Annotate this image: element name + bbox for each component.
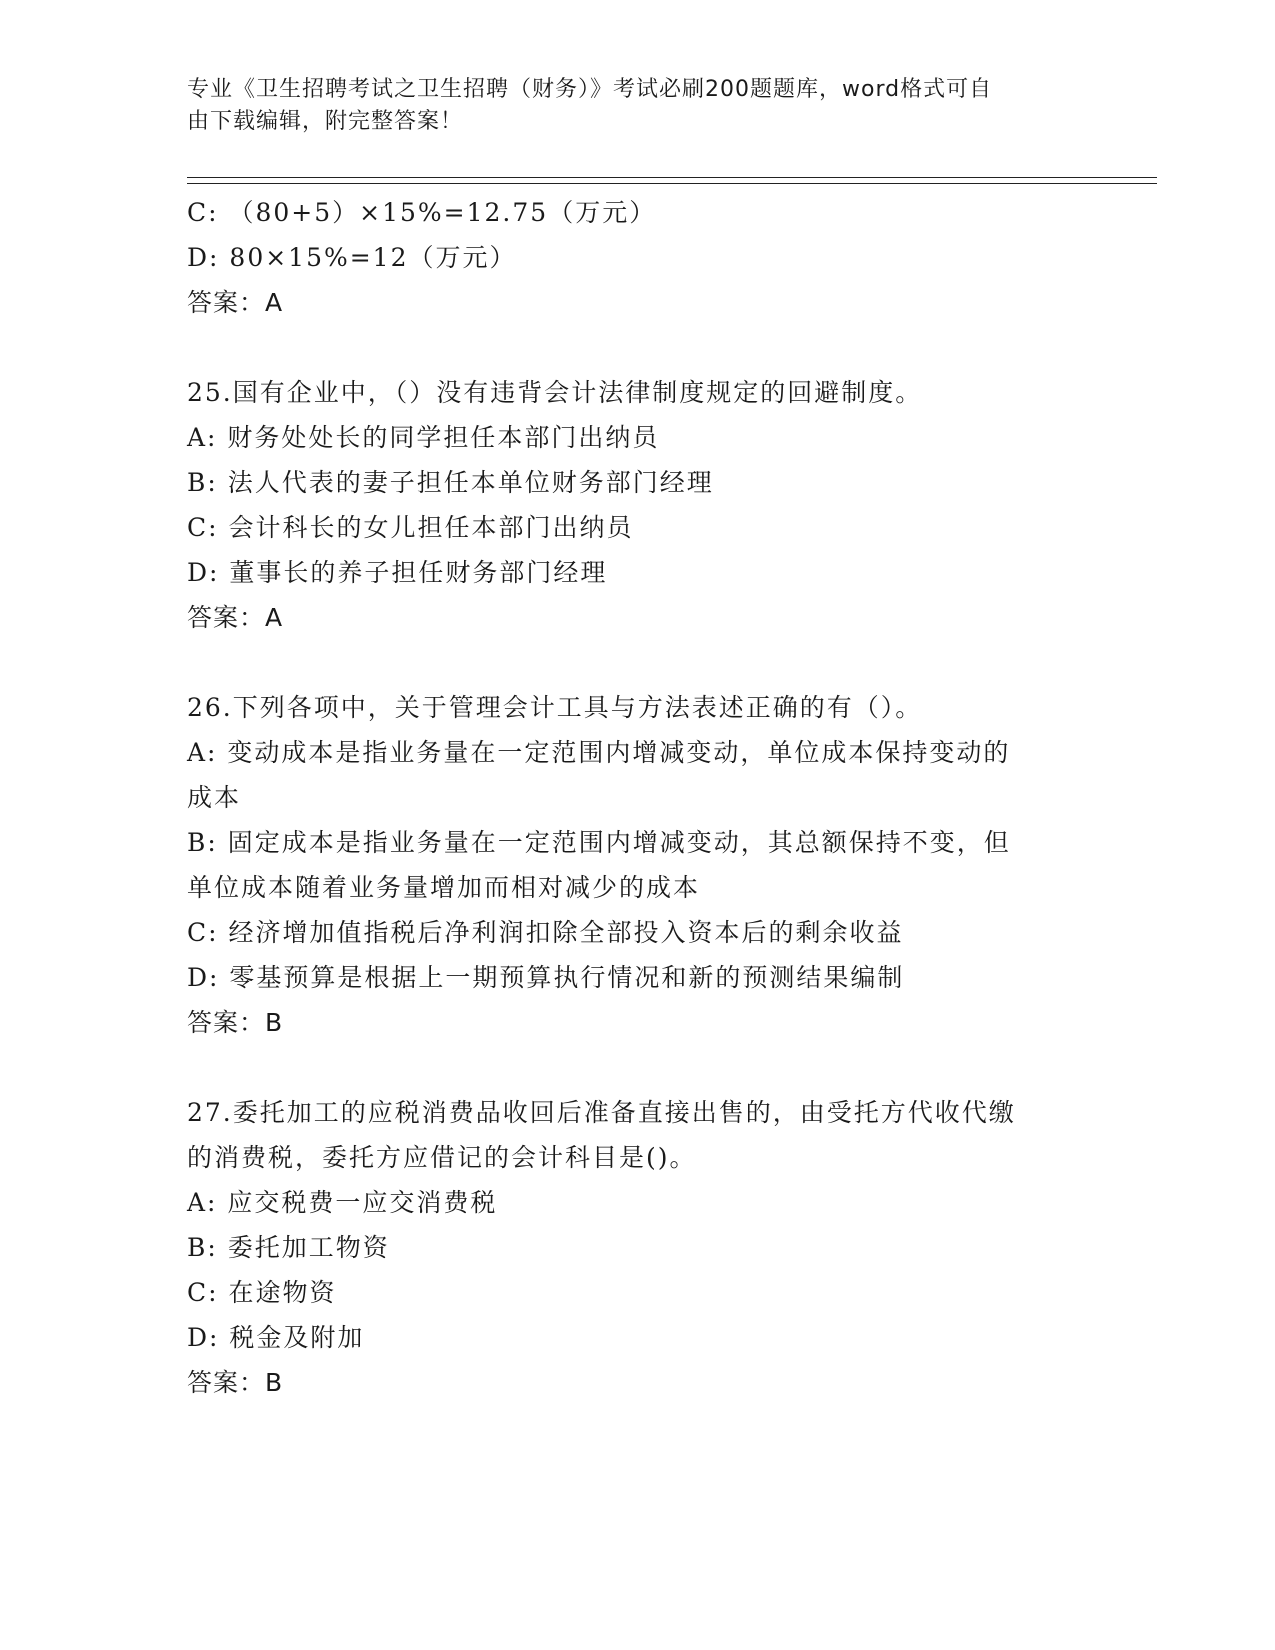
header-divider — [187, 183, 1157, 184]
spacer — [187, 640, 1087, 685]
question-stem: 25.国有企业中，（）没有违背会计法律制度规定的回避制度。 — [187, 378, 923, 407]
question-block-26 — [187, 685, 1087, 1045]
page-header — [187, 74, 1067, 138]
option-c: C: 经济增加值指税后净利润扣除全部投入资本后的剩余收益 — [187, 918, 904, 947]
option-d: D: 零基预算是根据上一期预算执行情况和新的预测结果编制 — [187, 963, 905, 992]
question-stem: 27.委托加工的应税消费品收回后准备直接出售的，由受托方代收代缴 — [187, 1098, 1016, 1127]
question-stem-continued: 的消费税，委托方应借记的会计科目是()。 — [187, 1143, 697, 1172]
option-d: D: 董事长的养子担任财务部门经理 — [187, 558, 608, 587]
answer-line: 答案：A — [187, 288, 284, 317]
option-a: A: 变动成本是指业务量在一定范围内增减变动，单位成本保持变动的 — [187, 738, 1011, 767]
question-content — [187, 190, 1087, 1405]
option-a: A: 应交税费一应交消费税 — [187, 1188, 498, 1217]
option-d: D: 税金及附加 — [187, 1323, 365, 1352]
option-b: B: 法人代表的妻子担任本单位财务部门经理 — [187, 468, 714, 497]
answer-line: 答案：B — [187, 1008, 284, 1037]
question-block-27 — [187, 1090, 1087, 1405]
option-a-continued: 成本 — [187, 783, 242, 812]
option-c: C: 会计科长的女儿担任本部门出纳员 — [187, 513, 634, 542]
question-block-prev — [187, 190, 1087, 325]
option-b: B: 委托加工物资 — [187, 1233, 390, 1262]
option-c: C: 在途物资 — [187, 1278, 337, 1307]
option-d: D: 80×15%=12（万元） — [187, 243, 517, 272]
option-b: B: 固定成本是指业务量在一定范围内增减变动，其总额保持不变，但 — [187, 828, 1011, 857]
spacer — [187, 325, 1087, 370]
question-block-25 — [187, 370, 1087, 640]
option-b-continued: 单位成本随着业务量增加而相对减少的成本 — [187, 873, 701, 902]
answer-line: 答案：A — [187, 603, 284, 632]
option-a: A: 财务处处长的同学担任本部门出纳员 — [187, 423, 660, 452]
header-line: 由下载编辑，附完整答案！ — [187, 109, 464, 134]
question-stem: 26.下列各项中，关于管理会计工具与方法表述正确的有（）。 — [187, 693, 923, 722]
header-line: 专业《卫生招聘考试之卫生招聘（财务）》考试必刷200题题库，word格式可自 — [187, 77, 993, 102]
option-c: C: （80+5）×15%=12.75（万元） — [187, 198, 657, 227]
spacer — [187, 1045, 1087, 1090]
answer-line: 答案：B — [187, 1368, 284, 1397]
header-divider — [187, 177, 1157, 178]
